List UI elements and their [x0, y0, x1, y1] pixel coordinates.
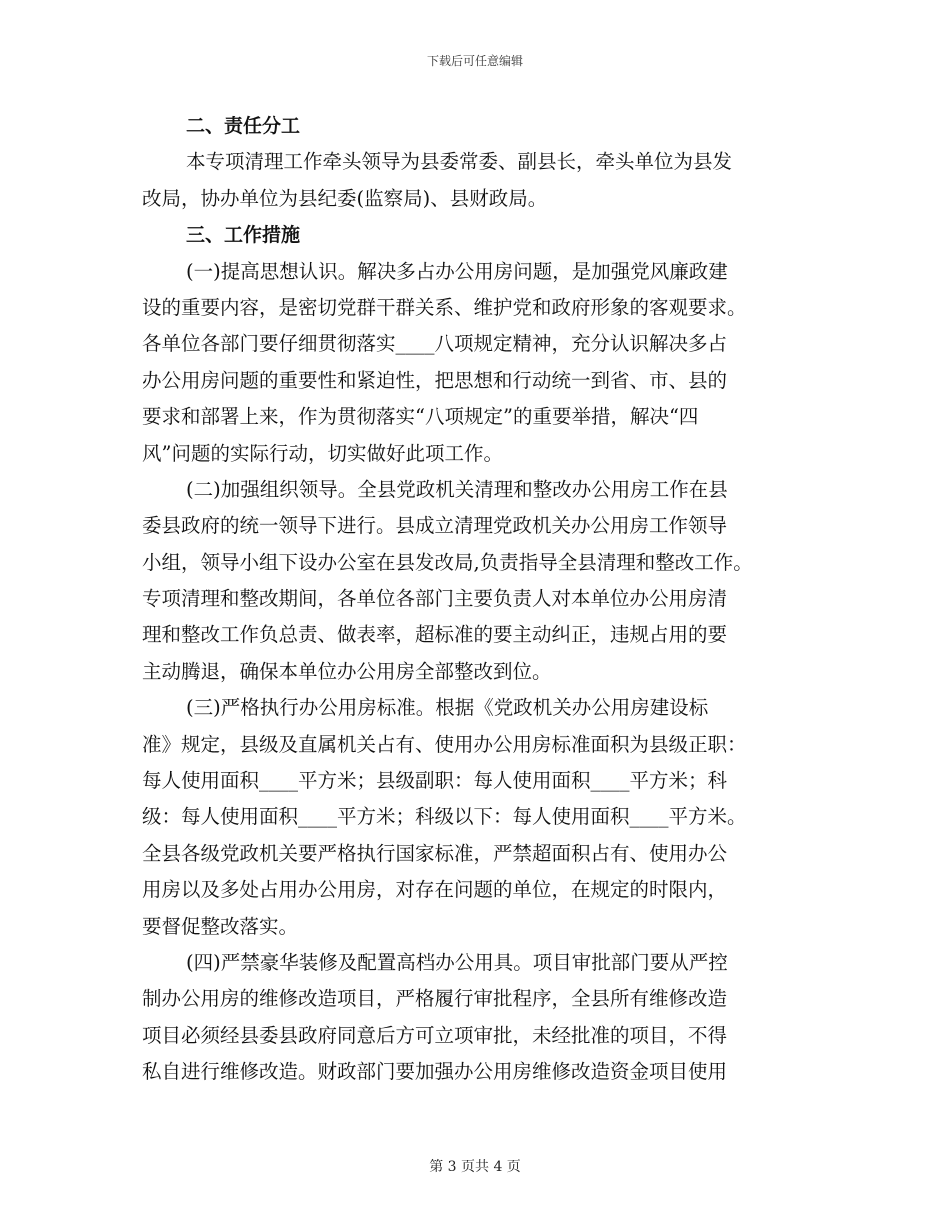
section-heading-measures: 三、工作措施 — [186, 224, 301, 247]
paragraph-line: 级：每人使用面积____平方米；科级以下：每人使用面积____平方米。 — [142, 805, 747, 829]
paragraph-line: 要求和部署上来，作为贯彻落实“八项规定”的重要举措，解决“四 — [142, 405, 699, 429]
paragraph-line: 项目必须经县委县政府同意后方可立项审批，未经批准的项目，不得 — [142, 1023, 728, 1047]
paragraph-line: 小组，领导小组下设办公室在县发改局,负责指导全县清理和整改工作。 — [142, 550, 753, 574]
paragraph-line: 改局，协办单位为县纪委(监察局)、县财政局。 — [142, 186, 548, 210]
paragraph-line: 专项清理和整改期间，各单位各部门主要负责人对本单位办公用房清 — [142, 587, 728, 611]
paragraph-line: 制办公用房的维修改造项目，严格履行审批程序，全县所有维修改造 — [142, 987, 728, 1011]
paragraph-line: 私自进行维修改造。财政部门要加强办公用房维修改造资金项目使用 — [142, 1060, 728, 1084]
paragraph-line: (二)加强组织领导。全县党政机关清理和整改办公用房工作在县 — [186, 477, 728, 501]
paragraph-line: (四)严禁豪华装修及配置高档办公用具。项目审批部门要从严控 — [186, 950, 728, 974]
paragraph-line: 办公用房问题的重要性和紧迫性，把思想和行动统一到省、市、县的 — [142, 368, 728, 392]
paragraph-line: 理和整改工作负总责、做表率，超标准的要主动纠正，违规占用的要 — [142, 623, 728, 647]
paragraph-line: 全县各级党政机关要严格执行国家标准，严禁超面积占有、使用办公 — [142, 841, 728, 865]
paragraph-line: 准》规定，县级及直属机关占有、使用办公用房标准面积为县级正职： — [142, 732, 747, 756]
paragraph-line: 用房以及多处占用办公用房，对存在问题的单位，在规定的时限内， — [142, 878, 728, 902]
section-heading-responsibility: 二、责任分工 — [186, 115, 301, 137]
paragraph-line: 每人使用面积____平方米；县级副职：每人使用面积____平方米；科 — [142, 769, 728, 793]
document-body — [142, 108, 812, 1091]
paragraph-line: 设的重要内容，是密切党群干群关系、维护党和政府形象的客观要求。 — [142, 295, 747, 319]
paragraph-line: 要督促整改落实。 — [142, 914, 299, 938]
page-footer: 第 3 页共 4 页 — [429, 1159, 521, 1175]
paragraph-line: 风”问题的实际行动，切实做好此项工作。 — [142, 441, 503, 465]
paragraph-line: (一)提高思想认识。解决多占办公用房问题，是加强党风廉政建 — [186, 259, 728, 283]
paragraph-line: (三)严格执行办公用房标准。根据《党政机关办公用房建设标 — [186, 696, 709, 720]
paragraph-line: 主动腾退，确保本单位办公用房全部整改到位。 — [142, 659, 552, 683]
paragraph-line: 本专项清理工作牵头领导为县委常委、副县长，牵头单位为县发 — [186, 150, 733, 174]
paragraph-line: 委县政府的统一领导下进行。县成立清理党政机关办公用房工作领导 — [142, 514, 728, 538]
paragraph-line: 各单位各部门要仔细贯彻落实____八项规定精神，充分认识解决多占 — [142, 332, 728, 356]
page-header: 下载后可任意编辑 — [426, 54, 523, 68]
